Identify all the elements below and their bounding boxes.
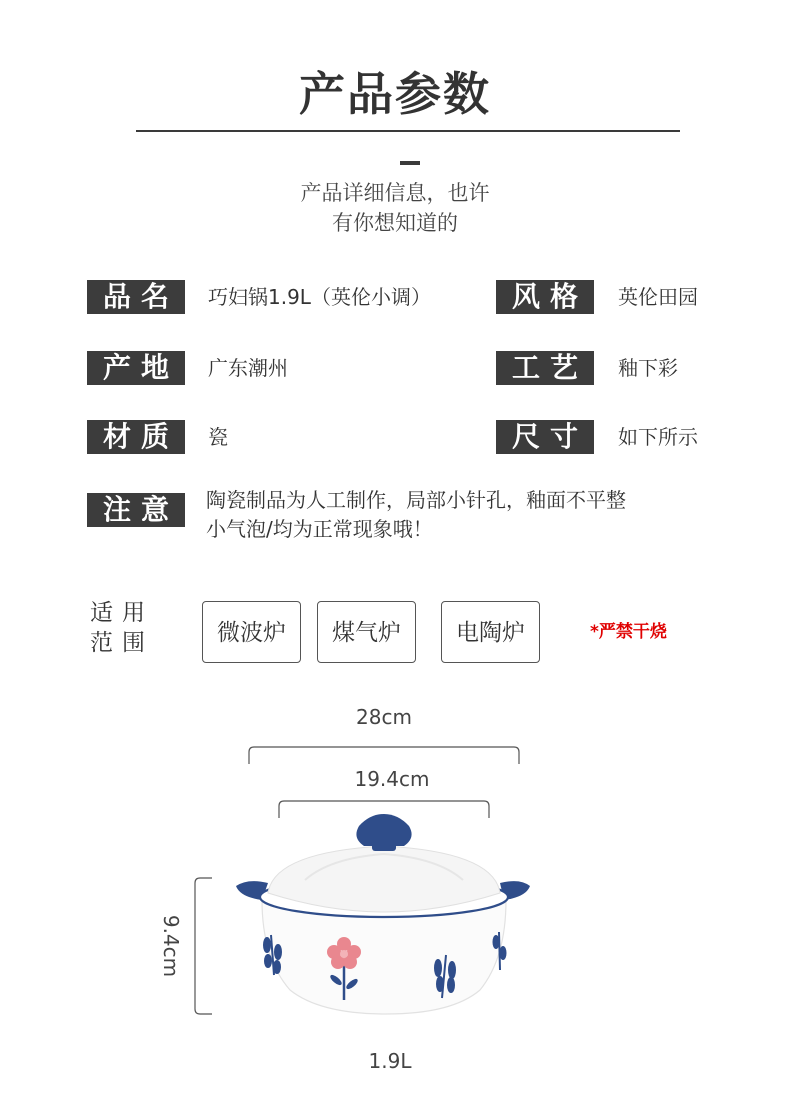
spec-label-size: 尺寸 xyxy=(496,420,594,454)
spec-label-name: 品名 xyxy=(87,280,185,314)
usage-label-line-2: 范围 xyxy=(90,630,154,656)
spec-label-note: 注意 xyxy=(87,493,185,527)
spec-value-material: 瓷 xyxy=(208,425,228,449)
outer-width-bracket xyxy=(249,747,519,764)
subtitle-line-1: 产品详细信息，也许 xyxy=(300,181,490,205)
usage-chip-electric-ceramic-stove: 电陶炉 xyxy=(441,601,540,663)
page-title: 产品参数 xyxy=(299,67,491,121)
spec-label-style: 风格 xyxy=(496,280,594,314)
pot-illustration xyxy=(236,814,530,1014)
lid-knob-stem xyxy=(372,842,396,851)
height-label: 9.4cm xyxy=(159,914,183,978)
lid-knob xyxy=(356,814,411,846)
spec-label-craft: 工艺 xyxy=(496,351,594,385)
spec-value-size: 如下所示 xyxy=(618,425,698,449)
note-line-2: 小气泡/均为正常现象哦！ xyxy=(206,517,433,541)
spec-label-origin: 产地 xyxy=(87,351,185,385)
inner-width-label: 19.4cm xyxy=(354,767,430,791)
pot-lid xyxy=(268,846,500,912)
usage-label-line-1: 适用 xyxy=(90,600,154,626)
note-line-1: 陶瓷制品为人工制作，局部小针孔，釉面不平整 xyxy=(206,488,626,512)
usage-chip-gas-stove: 煤气炉 xyxy=(317,601,416,663)
spec-value-origin: 广东潮州 xyxy=(208,356,288,380)
spec-label-material: 材质 xyxy=(87,420,185,454)
spec-value-craft: 釉下彩 xyxy=(618,356,678,380)
dry-burn-warning: *严禁干烧 xyxy=(590,622,667,642)
height-bracket xyxy=(195,878,212,1014)
spec-value-name: 巧妇锅1.9L（英伦小调） xyxy=(208,285,431,309)
outer-width-label: 28cm xyxy=(356,705,412,729)
subtitle-line-2: 有你想知道的 xyxy=(332,211,458,235)
spec-value-style: 英伦田园 xyxy=(618,285,698,309)
capacity-label: 1.9L xyxy=(368,1049,412,1073)
usage-chip-microwave: 微波炉 xyxy=(202,601,301,663)
